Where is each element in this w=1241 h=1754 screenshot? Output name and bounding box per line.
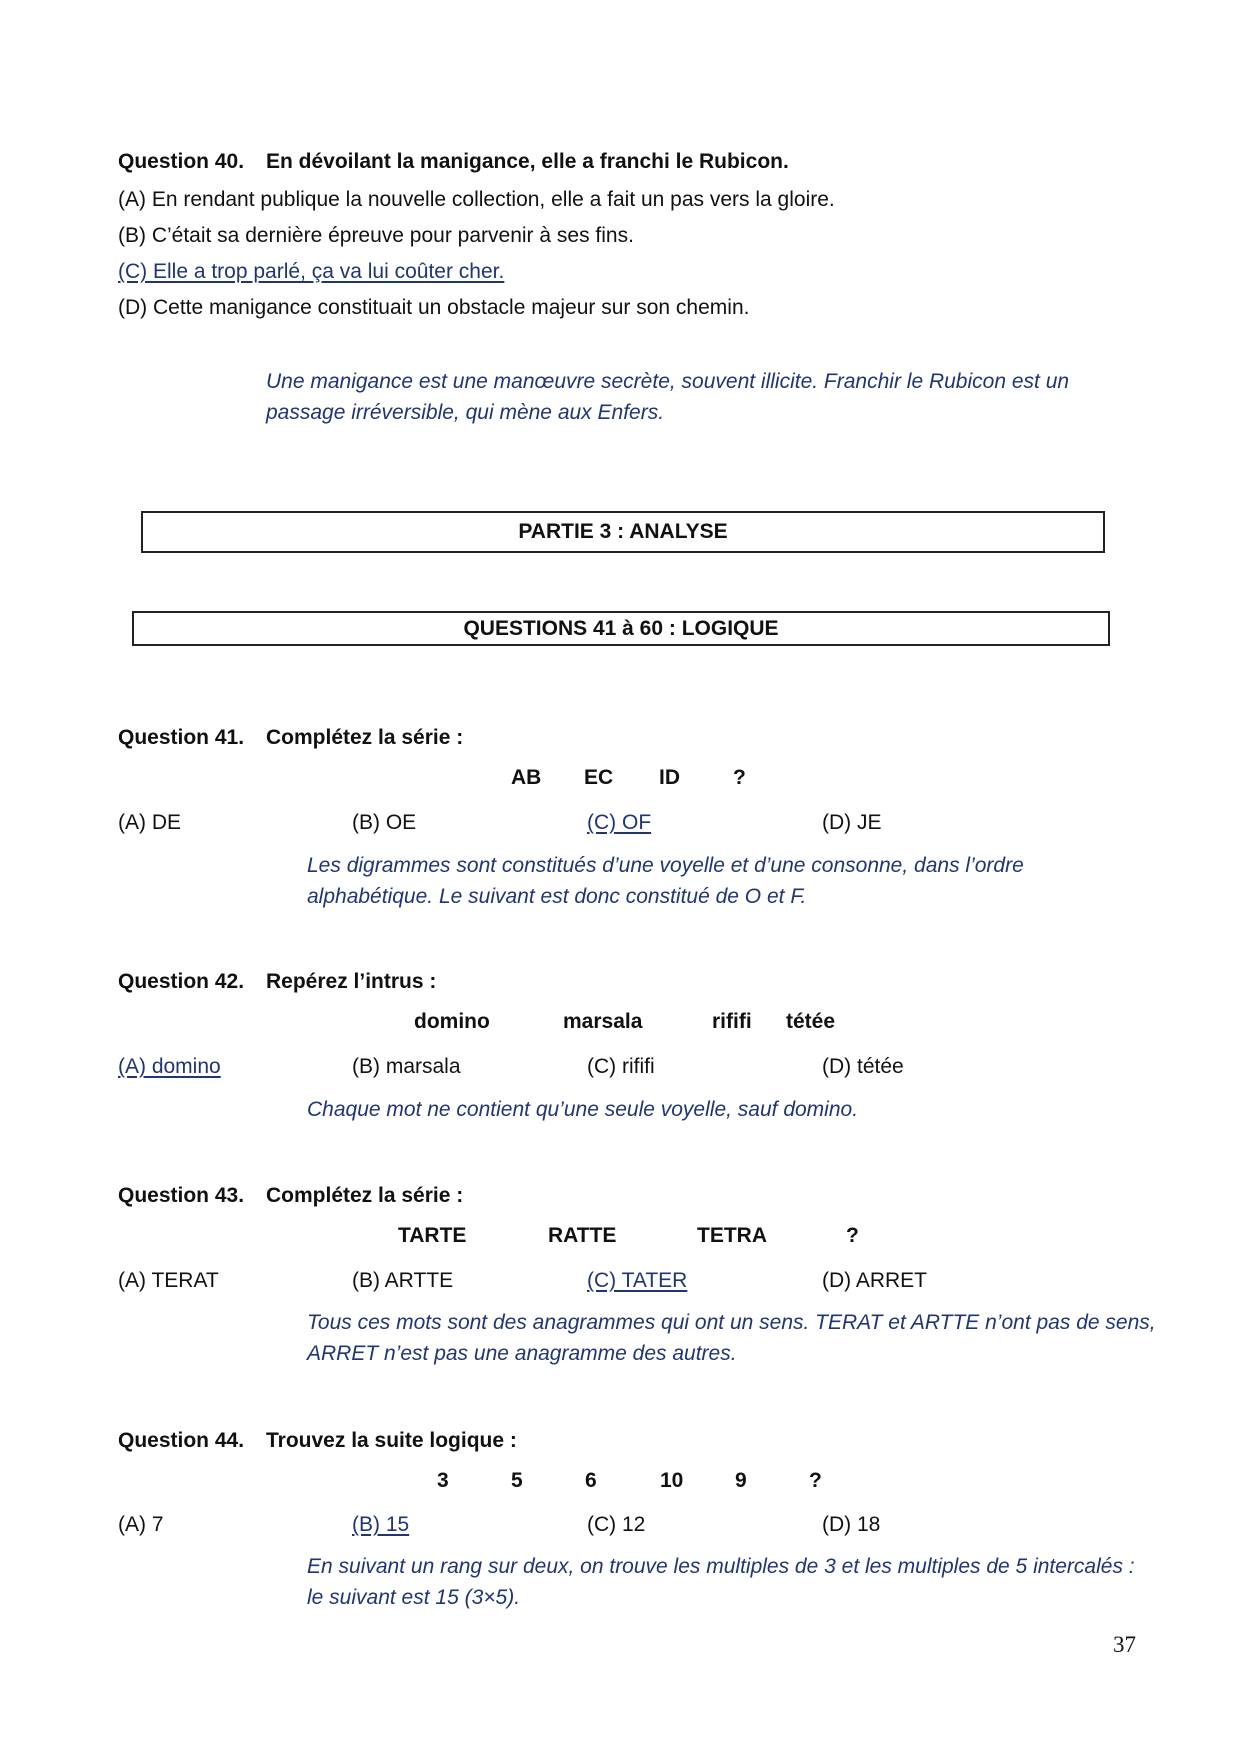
question-prompt: En dévoilant la manigance, elle a franchi le Rubicon. xyxy=(266,150,789,173)
part-3-title-box xyxy=(141,511,1105,553)
series-item: TETRA xyxy=(697,1224,767,1247)
option-a-correct: (A) domino xyxy=(118,1055,221,1078)
option-a: (A) DE xyxy=(118,811,181,834)
series-item: ? xyxy=(809,1469,822,1492)
series-item: 9 xyxy=(735,1469,747,1492)
explanation-43: Tous ces mots sont des anagrammes qui ont un sens. TERAT et ARTTE n’ont pas de sens, ARRET n’est pas une anagramme des autres. xyxy=(307,1311,1156,1365)
section-title: QUESTIONS 41 à 60 : LOGIQUE xyxy=(463,617,779,640)
series-item: RATTE xyxy=(548,1224,617,1247)
series-item: 3 xyxy=(437,1469,449,1492)
part-3-title: PARTIE 3 : ANALYSE xyxy=(518,520,728,543)
series-item: ? xyxy=(846,1224,859,1247)
option-b-correct: (B) 15 xyxy=(352,1513,410,1536)
explanation-44: En suivant un rang sur deux, on trouve les multiples de 3 et les multiples de 5 intercalés : le suivant est 15 (3×5). xyxy=(307,1555,1135,1609)
series-item: rififi xyxy=(712,1010,752,1033)
question-41-heading xyxy=(118,724,463,752)
series-43 xyxy=(0,1224,1241,1252)
explanation-42: Chaque mot ne contient qu’une seule voyelle, sauf domino. xyxy=(307,1098,859,1121)
series-item: 6 xyxy=(585,1469,597,1492)
question-40-heading xyxy=(118,148,789,176)
question-label: Question 40. xyxy=(118,150,245,173)
question-label: Question 42. xyxy=(118,970,245,993)
option-b: (B) ARTTE xyxy=(352,1269,454,1292)
question-prompt: Complétez la série : xyxy=(266,726,464,749)
series-item: EC xyxy=(584,766,614,789)
series-item: marsala xyxy=(563,1010,643,1033)
series-41 xyxy=(0,766,1241,794)
option-d: (D) JE xyxy=(822,811,882,834)
question-42-heading xyxy=(118,968,436,996)
option-d: (D) 18 xyxy=(822,1513,881,1536)
option-c: (C) rififi xyxy=(587,1055,655,1078)
option-d: (D) ARRET xyxy=(822,1269,927,1292)
series-item: tétée xyxy=(786,1010,836,1033)
option-b: (B) OE xyxy=(352,811,417,834)
option-b: (B) C’était sa dernière épreuve pour parvenir à ses fins. xyxy=(118,224,634,247)
question-prompt: Complétez la série : xyxy=(266,1184,464,1207)
series-item: 5 xyxy=(511,1469,523,1492)
option-c-correct: (C) OF xyxy=(587,811,652,834)
series-item: TARTE xyxy=(398,1224,467,1247)
option-a: (A) TERAT xyxy=(118,1269,219,1292)
option-d: (D) Cette manigance constituait un obstacle majeur sur son chemin. xyxy=(118,296,750,319)
question-prompt: Repérez l’intrus : xyxy=(266,970,437,993)
option-c-correct: (C) TATER xyxy=(587,1269,688,1292)
series-item: AB xyxy=(511,766,542,789)
explanation-40: Une manigance est une manœuvre secrète, souvent illicite. Franchir le Rubicon est un passage irréversible, qui mène aux Enfers. xyxy=(266,370,1070,424)
explanation-41: Les digrammes sont constitués d’une voyelle et d’une consonne, dans l’ordre alphabétique. Le suivant est donc constitué de O et F. xyxy=(307,854,1024,908)
series-44 xyxy=(0,1469,1241,1497)
question-43-heading xyxy=(118,1182,463,1210)
section-title-box xyxy=(132,611,1110,646)
series-item: 10 xyxy=(660,1469,684,1492)
series-item: domino xyxy=(414,1010,490,1033)
question-label: Question 43. xyxy=(118,1184,245,1207)
option-a: (A) En rendant publique la nouvelle collection, elle a fait un pas vers la gloire. xyxy=(118,188,835,211)
series-item: ID xyxy=(659,766,680,789)
option-c-correct: (C) Elle a trop parlé, ça va lui coûter cher. xyxy=(118,260,505,283)
question-prompt: Trouvez la suite logique : xyxy=(266,1429,517,1452)
option-d: (D) tétée xyxy=(822,1055,904,1078)
option-a: (A) 7 xyxy=(118,1513,164,1536)
page-number: 37 xyxy=(1113,1632,1136,1657)
question-44-heading xyxy=(118,1427,517,1455)
option-c: (C) 12 xyxy=(587,1513,646,1536)
series-42 xyxy=(0,1010,1241,1038)
question-label: Question 44. xyxy=(118,1429,245,1452)
option-b: (B) marsala xyxy=(352,1055,461,1078)
question-label: Question 41. xyxy=(118,726,245,749)
series-item: ? xyxy=(733,766,746,789)
